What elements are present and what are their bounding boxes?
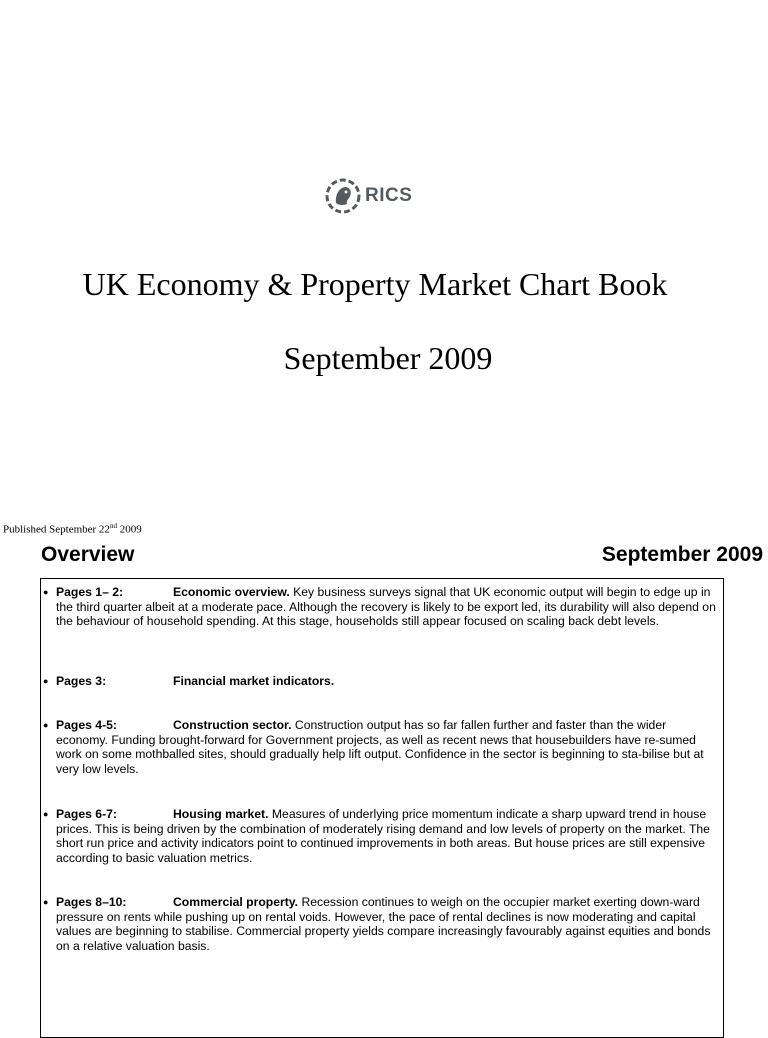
published-date: [3, 522, 142, 536]
list-item: [41, 585, 725, 629]
published-year: 2009: [116, 523, 142, 536]
overview-heading: Overview: [41, 543, 135, 566]
item-body: Construction output has so far fallen further and faster than the wider economy. Funding brought-forward for Government projects, as well as recent news that housebuilders have re-sumed work on some mothballed sites, should gradually help lift output. Confidence in the sector is beginning to sta-bilise but at very low levels.: [56, 718, 704, 776]
bullet-icon: ●: [43, 676, 49, 686]
bullet-icon: ●: [43, 897, 49, 907]
logo-text: RICS: [365, 185, 413, 206]
item-body: Key business surveys signal that UK economic output will begin to edge up in the third quarter albeit at a moderate pace. Although the recovery is likely to be export led, its durability will also depend on the behaviour of household spending. At this stage, households still appear focused on scaling back debt levels.: [56, 585, 716, 629]
item-body: Measures of underlying price momentum indicate a sharp upward trend in house prices. This is being driven by the combination of moderately rising demand and low levels of property on the market. The short run price and activity indicators point to continued improvements in both areas. But house prices are still expensive according to basic valuation metrics.: [56, 807, 710, 865]
item-pages: Pages 3:: [56, 674, 107, 688]
item-body: Recession continues to weigh on the occupier market exerting down-ward pressure on rents while pushing up on rental voids. However, the pace of rental declines is now moderating and capital values are beginning to stabilise. Commercial property yields compare increasingly favourably against equities and bonds on a relative valuation basis.: [56, 895, 711, 953]
item-heading: Housing market.: [173, 807, 269, 821]
item-pages: Pages 4-5:: [56, 718, 117, 732]
item-pages: Pages 8–10:: [56, 895, 127, 909]
overview-date: September 2009: [601, 543, 763, 566]
list-item: [41, 895, 725, 953]
bullet-icon: ●: [43, 809, 49, 819]
bullet-icon: ●: [43, 587, 49, 597]
bullet-icon: ●: [43, 720, 49, 730]
published-prefix: Published September 22: [3, 523, 110, 536]
document-subtitle: September 2009: [283, 340, 493, 376]
list-item: [41, 807, 725, 865]
rics-logo: [325, 176, 435, 216]
published-suffix: nd: [109, 522, 117, 530]
overview-box: [40, 578, 724, 1038]
item-heading: Construction sector.: [173, 718, 292, 732]
list-item: [41, 718, 725, 776]
item-pages: Pages 1– 2:: [56, 585, 124, 599]
item-pages: Pages 6-7:: [56, 807, 117, 821]
item-heading: Financial market indicators.: [173, 674, 335, 688]
lion-emblem-icon: [325, 177, 361, 215]
document-title: UK Economy & Property Market Chart Book: [82, 266, 668, 302]
item-heading: Economic overview.: [173, 585, 290, 599]
list-item: [41, 674, 725, 689]
item-heading: Commercial property.: [173, 895, 299, 909]
